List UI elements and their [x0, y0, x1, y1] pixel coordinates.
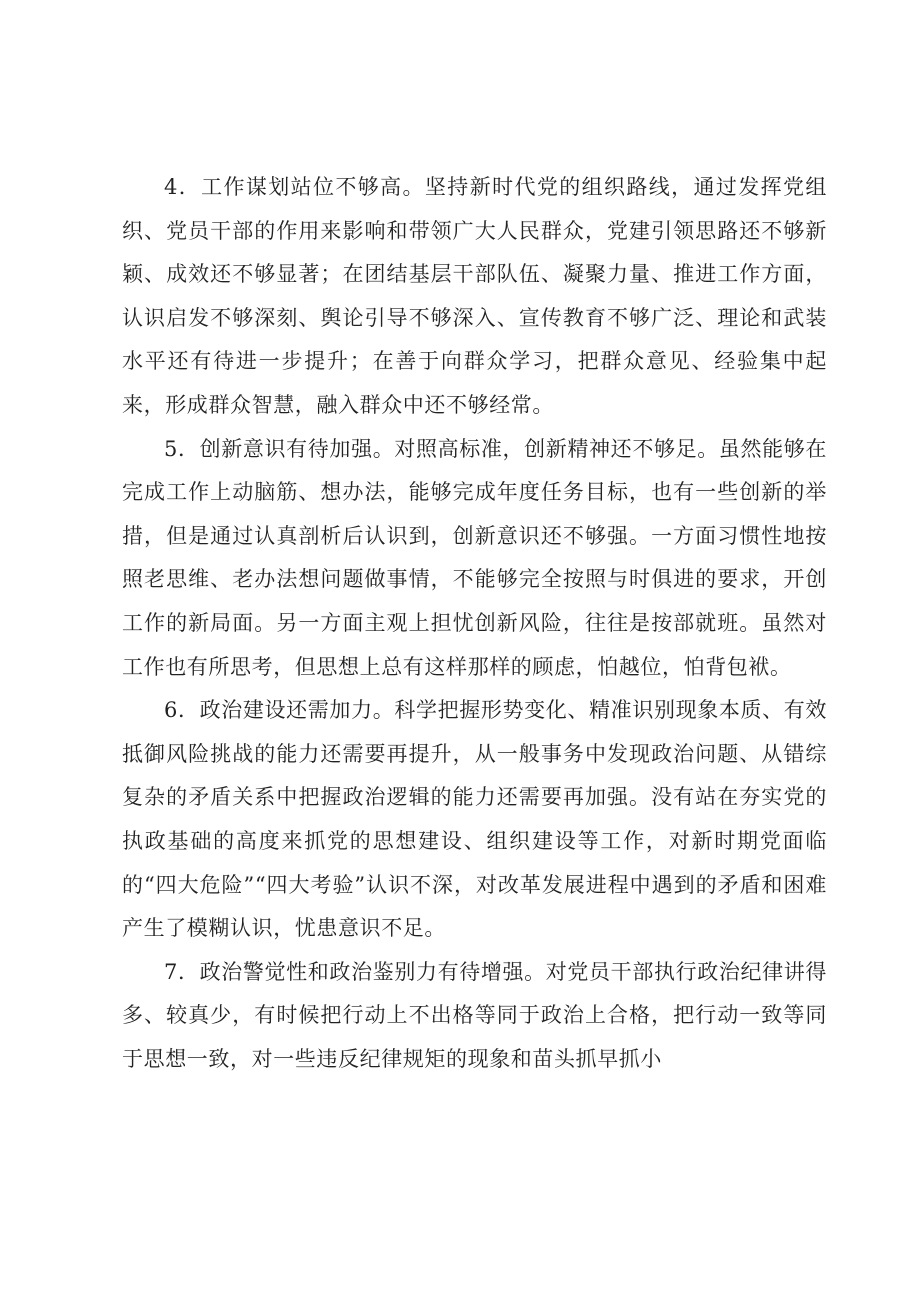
paragraph-7: 7．政治警觉性和政治鉴别力有待增强。对党员干部执行政治纪律讲得多、较真少，有时候把行动上不出格等同于政治上合格，把行动一致等同于思想一致，对一些违反纪律规矩的现象和苗头抓早抓小: [122, 959, 827, 1071]
document-body: [122, 166, 827, 1081]
paragraph-4: 4．工作谋划站位不够高。坚持新时代党的组织路线，通过发挥党组织、党员干部的作用来影响和带领广大人民群众，党建引领思路还不够新颖、成效还不够显著；在团结基层干部队伍、凝聚力量、推进工作方面，认识启发不够深刻、舆论引导不够深入、宣传教育不够广泛、理论和武装水平还有待进一步提升；在善于向群众学习，把群众意见、经验集中起来，形成群众智慧，融入群众中还不够经常。: [122, 175, 827, 417]
paragraph-5: 5．创新意识有待加强。对照高标准，创新精神还不够足。虽然能够在完成工作上动脑筋、想办法，能够完成年度任务目标，也有一些创新的举措，但是通过认真剖析后认识到，创新意识还不够强。一方面习惯性地按照老思维、老办法想问题做事情，不能够完全按照与时俱进的要求，开创工作的新局面。另一方面主观上担忧创新风险，往往是按部就班。虽然对工作也有所思考，但思想上总有这样那样的顾虑，怕越位，怕背包袱。: [122, 436, 827, 679]
paragraph-6: 6．政治建设还需加力。科学把握形势变化、精准识别现象本质、有效抵御风险挑战的能力还需要再提升，从一般事务中发现政治问题、从错综复杂的矛盾关系中把握政治逻辑的能力还需要再加强。没有站在夯实党的执政基础的高度来抓党的思想建设、组织建设等工作，对新时期党面临的“四大危险”“四大考验”认识不深，对改革发展进程中遇到的矛盾和困难产生了模糊认识，忧患意识不足。: [122, 698, 827, 941]
